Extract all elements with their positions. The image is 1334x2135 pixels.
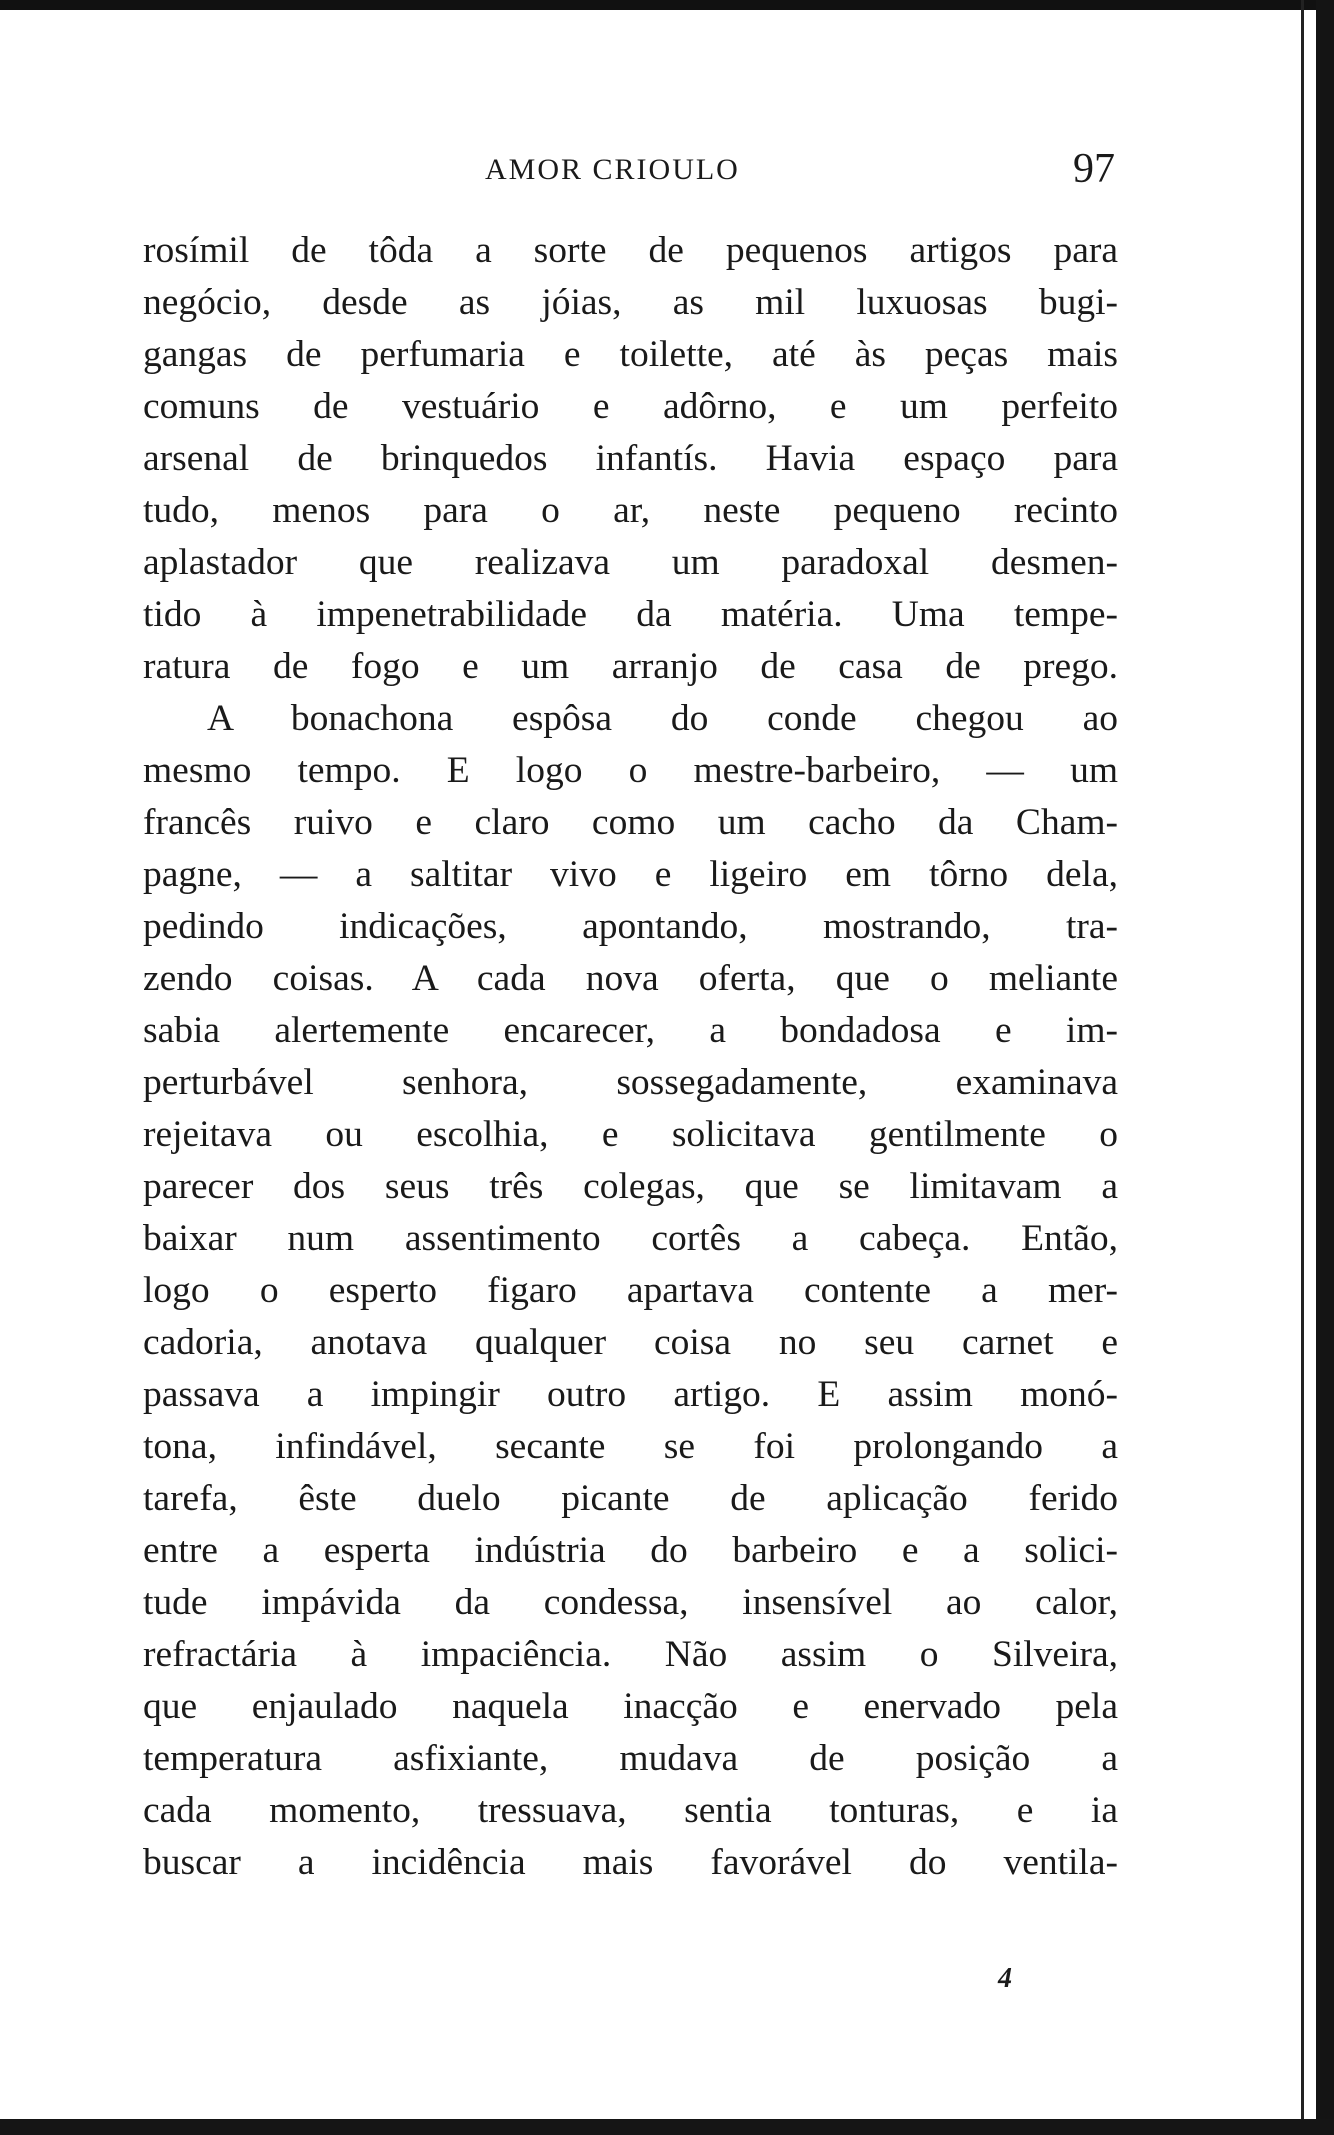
text-line: baixar num assentimento cortês a cabeça. Então, — [143, 1218, 1118, 1259]
text-line: logo o esperto figaro apartava contente a mer- — [143, 1270, 1118, 1311]
page-number: 97 — [1073, 146, 1115, 192]
right-page-edge-line — [1301, 0, 1304, 2135]
text-line: tido à impenetrabilidade da matéria. Uma tempe- — [143, 594, 1118, 635]
text-line: negócio, desde as jóias, as mil luxuosas bugi- — [143, 282, 1118, 323]
signature-mark: 4 — [998, 1963, 1012, 1994]
text-line: rosímil de tôda a sorte de pequenos artigos para — [143, 230, 1118, 271]
text-line: temperatura asfixiante, mudava de posição a — [143, 1738, 1118, 1779]
running-title: AMOR CRIOULO — [485, 153, 740, 186]
text-line: sabia alertemente encarecer, a bondadosa e im- — [143, 1010, 1118, 1051]
text-line: parecer dos seus três colegas, que se limitavam a — [143, 1166, 1118, 1207]
text-line: buscar a incidência mais favorável do ventila- — [143, 1842, 1118, 1883]
text-line: aplastador que realizava um paradoxal desmen- — [143, 542, 1118, 583]
body-text — [143, 225, 1118, 1889]
bottom-scan-border — [0, 2119, 1334, 2135]
text-line: pagne, — a saltitar vivo e ligeiro em tôrno dela, — [143, 854, 1118, 895]
text-line: rejeitava ou escolhia, e solicitava gentilmente o — [143, 1114, 1118, 1155]
right-scan-border — [1316, 0, 1334, 2135]
text-line: tudo, menos para o ar, neste pequeno recinto — [143, 490, 1118, 531]
text-line: francês ruivo e claro como um cacho da Cham- — [143, 802, 1118, 843]
text-line: cadoria, anotava qualquer coisa no seu carnet e — [143, 1322, 1118, 1363]
text-line: passava a impingir outro artigo. E assim monó- — [143, 1374, 1118, 1415]
text-line: pedindo indicações, apontando, mostrando, tra- — [143, 906, 1118, 947]
text-line: mesmo tempo. E logo o mestre-barbeiro, — um — [143, 750, 1118, 791]
text-line: cada momento, tressuava, sentia tonturas, e ia — [143, 1790, 1118, 1831]
text-line: tude impávida da condessa, insensível ao calor, — [143, 1582, 1118, 1623]
top-scan-border — [0, 0, 1334, 10]
text-line: comuns de vestuário e adôrno, e um perfeito — [143, 386, 1118, 427]
text-line: tona, infindável, secante se foi prolongando a — [143, 1426, 1118, 1467]
text-line: A bonachona espôsa do conde chegou ao — [207, 698, 1118, 739]
text-line: gangas de perfumaria e toilette, até às peças mais — [143, 334, 1118, 375]
page-header — [145, 145, 1115, 195]
text-line: refractária à impaciência. Não assim o Silveira, — [143, 1634, 1118, 1675]
text-line: zendo coisas. A cada nova oferta, que o meliante — [143, 958, 1118, 999]
text-line: entre a esperta indústria do barbeiro e a solici- — [143, 1530, 1118, 1571]
text-line: perturbável senhora, sossegadamente, examinava — [143, 1062, 1118, 1103]
text-line: ratura de fogo e um arranjo de casa de prego. — [143, 646, 1118, 687]
text-line: tarefa, êste duelo picante de aplicação ferido — [143, 1478, 1118, 1519]
text-line: arsenal de brinquedos infantís. Havia espaço para — [143, 438, 1118, 479]
text-line: que enjaulado naquela inacção e enervado pela — [143, 1686, 1118, 1727]
